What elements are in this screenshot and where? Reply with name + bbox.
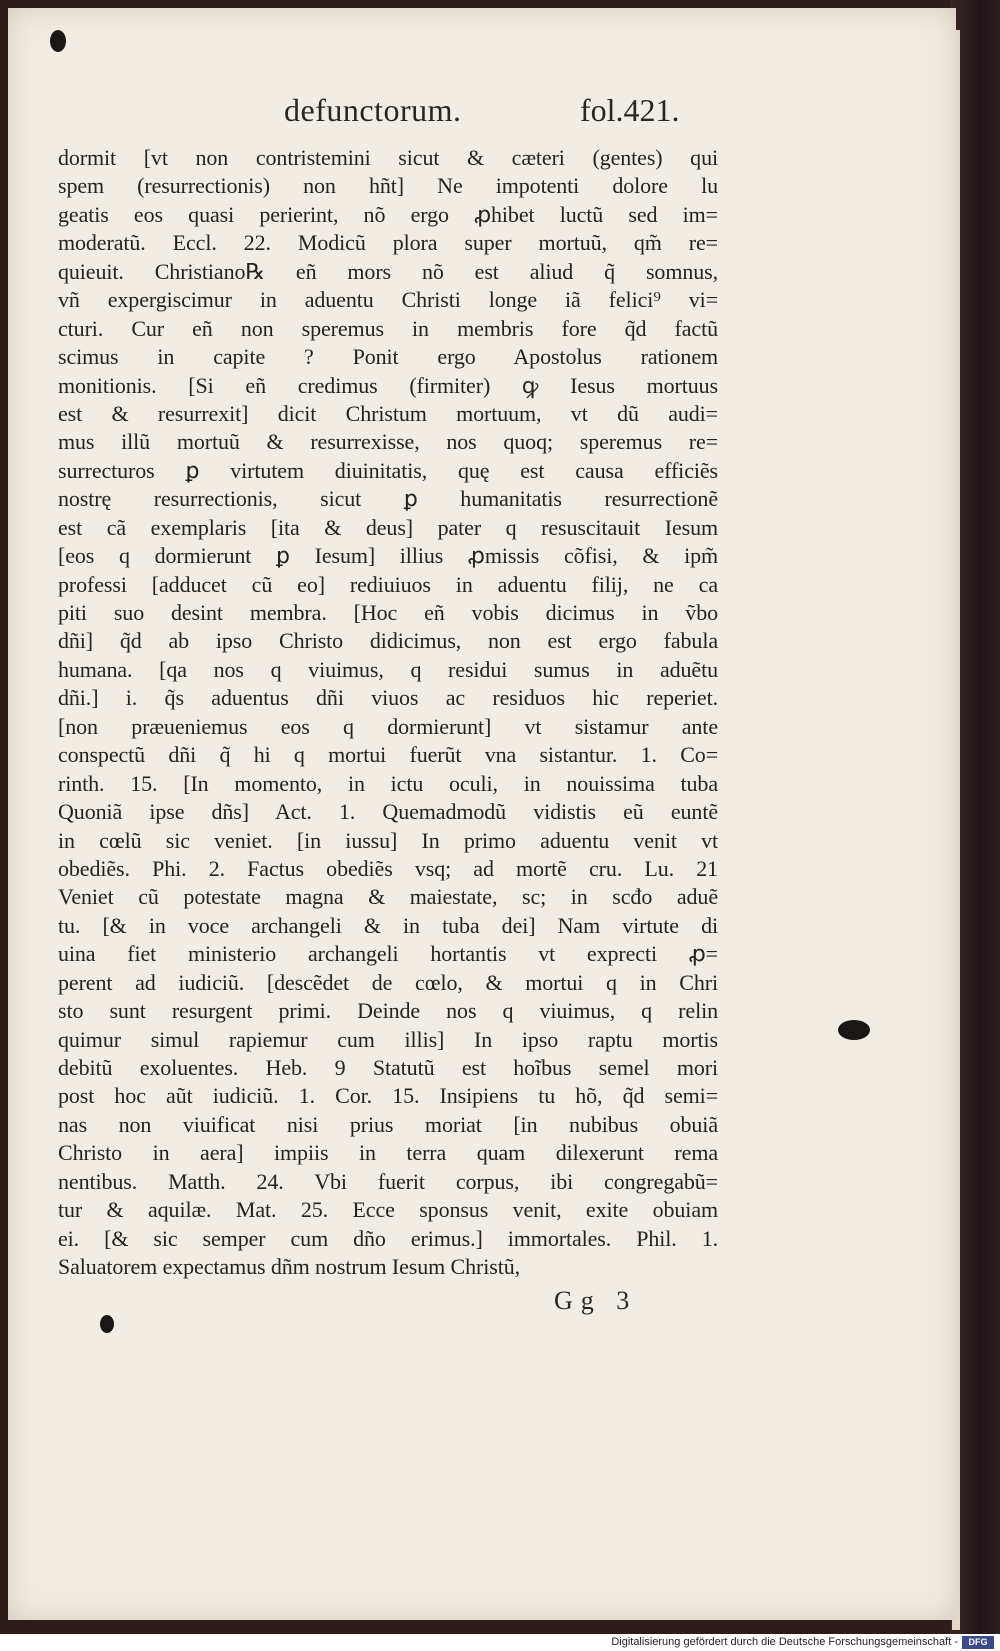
ink-blot-margin bbox=[838, 1020, 870, 1040]
text-line: vñ expergiscimur in aduentu Christi longe iã felici⁹ vi= bbox=[58, 287, 718, 313]
text-line: Christo in aera] impiis in terra quam dilexerunt rema bbox=[58, 1140, 718, 1166]
funding-credit: Digitalisierung gefördert durch die Deutsche Forschungsgemeinschaft - bbox=[611, 1636, 958, 1648]
text-line: dñi.] i. q̃s aduentus dñi viuos ac residuos hic reperiet. bbox=[58, 685, 718, 711]
text-line: moderatũ. Eccl. 22. Modicũ plora super mortuũ, qm̃ re= bbox=[58, 230, 718, 256]
book-page bbox=[8, 8, 956, 1620]
page-header bbox=[8, 92, 956, 136]
text-line: dñi] q̃d ab ipso Christo didicimus, non est ergo fabula bbox=[58, 628, 718, 654]
text-line: tu. [& in voce archangeli & in tuba dei] Nam virtute di bbox=[58, 912, 718, 938]
text-line: est cã exemplaris [ita & deus] pater q resuscitauit Iesum bbox=[58, 514, 718, 540]
text-line: perent ad iudiciũ. [descẽdet de cœlo, & mortui q in Chri bbox=[58, 969, 718, 995]
running-head: defunctorum. bbox=[284, 92, 462, 128]
text-line: dormit [vt non contristemini sicut & cæteri (gentes) qui bbox=[58, 145, 718, 170]
text-line: monitionis. [Si eñ credimus (firmiter) ꝙ Iesus mortuus bbox=[58, 372, 718, 398]
text-line: quimur simul rapiemur cum illis] In ipso raptu mortis bbox=[58, 1026, 718, 1052]
text-line: professi [adducet cũ eo] rediuiuos in aduentu filij, ne ca bbox=[58, 571, 718, 597]
text-line: Quoniã ipse dñs] Act. 1. Quemadmodũ vidistis eũ euntẽ bbox=[58, 799, 718, 825]
dfg-logo: DFG bbox=[962, 1636, 994, 1649]
ink-blot-top bbox=[50, 30, 66, 52]
text-line: tur & aquilæ. Mat. 25. Ecce sponsus venit, exite obuiam bbox=[58, 1197, 718, 1223]
text-line: [eos q dormierunt ꝑ Iesum] illius ꝓmissis cõfisi, & ipm̃ bbox=[58, 543, 718, 569]
text-line: cturi. Cur eñ non speremus in membris fore q̃d factũ bbox=[58, 315, 718, 341]
text-line: in cœlũ sic veniet. [in iussu] In primo aduentu venit vt bbox=[58, 827, 718, 853]
text-line: sto sunt resurgent primi. Deinde nos q viuimus, q relin bbox=[58, 998, 718, 1024]
text-line: debitũ exoluentes. Heb. 9 Statutũ est hoĩbus semel mori bbox=[58, 1055, 718, 1080]
text-line: [non præueniemus eos q dormierunt] vt sistamur ante bbox=[58, 713, 718, 739]
text-line: obediẽs. Phi. 2. Factus obediẽs vsq; ad mortẽ cru. Lu. 21 bbox=[58, 855, 718, 881]
text-line: post hoc aũt iudiciũ. 1. Cor. 15. Insipiens tu hõ, q̃d semi= bbox=[58, 1083, 718, 1109]
text-line: quieuit. Christiano℞ eñ mors nõ est aliud q̃ somnus, bbox=[58, 258, 718, 284]
ink-blot-bottom bbox=[100, 1315, 114, 1333]
folio-number: fol.421. bbox=[580, 92, 680, 128]
text-line: humana. [qa nos q viuimus, q residui sumus in aduẽtu bbox=[58, 656, 718, 682]
text-line: nentibus. Matth. 24. Vbi fuerit corpus, ibi congregabũ= bbox=[58, 1168, 718, 1194]
text-line: uina fiet ministerio archangeli hortantis vt exprecti ꝓ= bbox=[58, 941, 718, 967]
text-line: surrecturos ꝑ virtutem diuinitatis, quę est causa efficiẽs bbox=[58, 457, 718, 483]
text-line: Saluatorem expectamus dñm nostrum Iesum Christũ, bbox=[58, 1254, 521, 1280]
text-line: geatis eos quasi perierint, nõ ergo ꝓhibet luctũ sed im= bbox=[58, 201, 718, 227]
text-line: piti suo desint membra. [Hoc eñ vobis dicimus in ṽbo bbox=[58, 600, 718, 625]
text-line: ei. [& sic semper cum dño erimus.] immortales. Phil. 1. bbox=[58, 1225, 718, 1251]
text-line: spem (resurrectionis) non hñt] Ne impotenti dolore lu bbox=[58, 173, 718, 199]
text-line: conspectũ dñi q̃ hi q mortui fuerũt vna sistantur. 1. Co= bbox=[58, 742, 718, 768]
text-line: nas non viuificat nisi prius moriat [in nubibus obuiã bbox=[58, 1111, 718, 1137]
text-line: scimus in capite ? Ponit ergo Apostolus rationem bbox=[58, 344, 718, 370]
signature-mark: Gg 3 bbox=[554, 1286, 638, 1315]
body-text bbox=[58, 144, 718, 1282]
text-line: mus illũ mortuũ & resurrexisse, nos quoq; speremus re= bbox=[58, 429, 718, 455]
text-line: Veniet cũ potestate magna & maiestate, sc; in scđo aduẽ bbox=[58, 884, 718, 910]
text-line: nostrę resurrectionis, sicut ꝑ humanitatis resurrectionẽ bbox=[58, 486, 718, 512]
text-line: est & resurrexit] dicit Christum mortuum, vt dũ audi= bbox=[58, 400, 718, 426]
text-line: rinth. 15. [In momento, in ictu oculi, in nouissima tuba bbox=[58, 770, 718, 796]
